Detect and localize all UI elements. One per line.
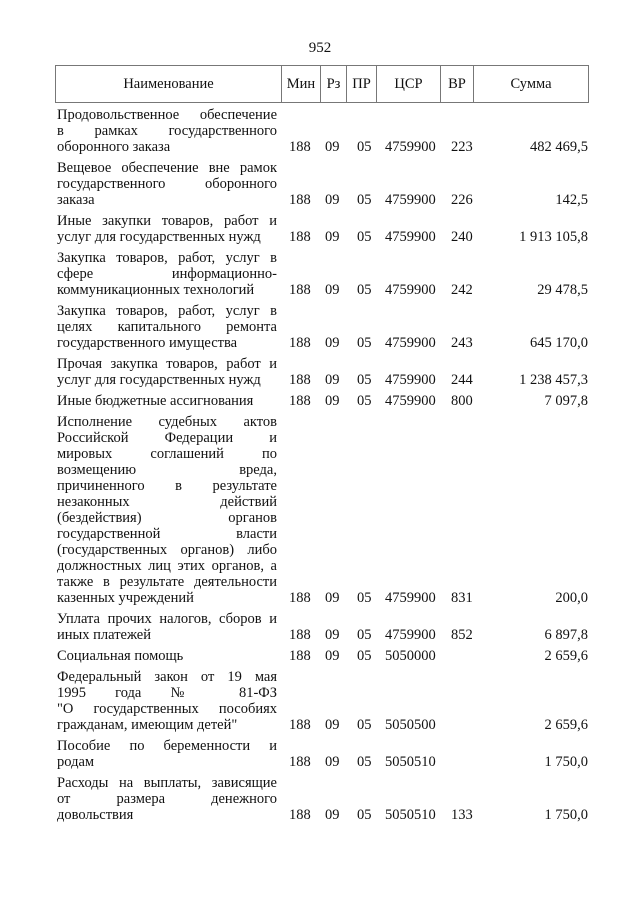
row-pr: 05 xyxy=(357,627,372,643)
row-name-line: государственного оборонного xyxy=(57,176,277,192)
row-min: 188 xyxy=(289,754,311,770)
row-name-line: услуг для государственных нужд xyxy=(57,229,261,245)
row-rz: 09 xyxy=(325,282,340,298)
row-min: 188 xyxy=(289,372,311,388)
header-sum: Сумма xyxy=(510,75,552,92)
row-sum: 142,5 xyxy=(555,192,588,208)
row-sum: 6 897,8 xyxy=(544,627,588,643)
row-name-line: Вещевое обеспечение вне рамок xyxy=(57,160,277,176)
row-name-line: Иные бюджетные ассигнования xyxy=(57,393,254,409)
row-min: 188 xyxy=(289,282,311,298)
row-min: 188 xyxy=(289,192,311,208)
row-name-line: целях капитального ремонта xyxy=(57,319,277,335)
row-pr: 05 xyxy=(357,335,372,351)
row-name xyxy=(57,250,277,298)
row-name-line: Пособие по беременности и xyxy=(57,738,277,754)
table-row xyxy=(57,669,590,733)
table-row xyxy=(57,303,590,351)
row-csr: 4759900 xyxy=(385,590,436,606)
row-rz: 09 xyxy=(325,139,340,155)
row-min: 188 xyxy=(289,717,311,733)
row-name-line: также в результате деятельности xyxy=(57,574,277,590)
row-name xyxy=(57,160,277,208)
row-sum: 2 659,6 xyxy=(544,648,588,664)
row-name-line: Продовольственное обеспечение xyxy=(57,107,277,123)
header-rz: Рз xyxy=(321,66,347,102)
row-csr: 4759900 xyxy=(385,282,436,298)
row-csr: 4759900 xyxy=(385,335,436,351)
row-name xyxy=(57,303,277,351)
row-sum: 2 659,6 xyxy=(544,717,588,733)
row-name-line: довольствия xyxy=(57,807,134,823)
row-name-line: (бездействия) органов xyxy=(57,510,277,526)
row-vr: 133 xyxy=(451,807,473,823)
row-rz: 09 xyxy=(325,229,340,245)
table-row xyxy=(57,648,590,664)
row-name-line: Расходы на выплаты, зависящие xyxy=(57,775,277,791)
row-rz: 09 xyxy=(325,372,340,388)
row-name-line: сфере информационно- xyxy=(57,266,277,282)
row-pr: 05 xyxy=(357,282,372,298)
row-csr: 5050510 xyxy=(385,807,436,823)
row-vr: 243 xyxy=(451,335,473,351)
row-name-line: иных платежей xyxy=(57,627,151,643)
row-name-line: Закупка товаров, работ, услуг в xyxy=(57,250,277,266)
row-sum: 482 469,5 xyxy=(530,139,588,155)
table-body xyxy=(57,107,590,828)
row-sum: 1 913 105,8 xyxy=(519,229,588,245)
row-csr: 4759900 xyxy=(385,627,436,643)
row-rz: 09 xyxy=(325,393,340,409)
row-pr: 05 xyxy=(357,192,372,208)
row-csr: 4759900 xyxy=(385,192,436,208)
row-rz: 09 xyxy=(325,754,340,770)
row-name-line: оборонного заказа xyxy=(57,139,171,155)
row-name-line: от размера денежного xyxy=(57,791,277,807)
header-pr: ПР xyxy=(347,66,377,102)
row-min: 188 xyxy=(289,335,311,351)
header-vr: ВР xyxy=(441,66,474,102)
row-min: 188 xyxy=(289,807,311,823)
table-row xyxy=(57,775,590,823)
row-sum: 29 478,5 xyxy=(537,282,588,298)
page-number: 952 xyxy=(308,40,332,56)
row-name-line: услуг для государственных нужд xyxy=(57,372,261,388)
row-name-line: Исполнение судебных актов xyxy=(57,414,277,430)
row-pr: 05 xyxy=(357,372,372,388)
row-name xyxy=(57,393,277,409)
row-vr: 240 xyxy=(451,229,473,245)
row-name-line: возмещению вреда, xyxy=(57,462,277,478)
row-name-line: государственного имущества xyxy=(57,335,238,351)
row-pr: 05 xyxy=(357,139,372,155)
row-rz: 09 xyxy=(325,627,340,643)
table-row xyxy=(57,160,590,208)
row-name-line: Иные закупки товаров, работ и xyxy=(57,213,277,229)
row-sum: 200,0 xyxy=(555,590,588,606)
row-name xyxy=(57,611,277,643)
row-csr: 5050500 xyxy=(385,717,436,733)
row-pr: 05 xyxy=(357,807,372,823)
row-name-line: мировых соглашений по xyxy=(57,446,277,462)
row-vr: 223 xyxy=(451,139,473,155)
row-pr: 05 xyxy=(357,590,372,606)
row-name-line: Социальная помощь xyxy=(57,648,184,664)
row-rz: 09 xyxy=(325,590,340,606)
table-row xyxy=(57,738,590,770)
row-rz: 09 xyxy=(325,717,340,733)
row-name-line: Федеральный закон от 19 мая xyxy=(57,669,277,685)
row-name-line: родам xyxy=(57,754,95,770)
row-csr: 4759900 xyxy=(385,139,436,155)
row-name-line: должностных лиц этих органов, а xyxy=(57,558,277,574)
row-vr: 226 xyxy=(451,192,473,208)
row-pr: 05 xyxy=(357,229,372,245)
table-row xyxy=(57,611,590,643)
row-name-line: государственной власти xyxy=(57,526,277,542)
row-pr: 05 xyxy=(357,754,372,770)
row-min: 188 xyxy=(289,648,311,664)
row-vr: 242 xyxy=(451,282,473,298)
row-name xyxy=(57,775,277,823)
row-sum: 7 097,8 xyxy=(544,393,588,409)
row-pr: 05 xyxy=(357,648,372,664)
row-name-line: казенных учреждений xyxy=(57,590,194,606)
table-row xyxy=(57,250,590,298)
row-sum: 1 750,0 xyxy=(544,807,588,823)
row-name-line: Закупка товаров, работ, услуг в xyxy=(57,303,277,319)
row-name-line: незаконных действий xyxy=(57,494,277,510)
row-name-line: заказа xyxy=(57,192,95,208)
table-row xyxy=(57,213,590,245)
row-sum: 1 750,0 xyxy=(544,754,588,770)
row-csr: 5050000 xyxy=(385,648,436,664)
row-min: 188 xyxy=(289,229,311,245)
row-csr: 4759900 xyxy=(385,372,436,388)
table-row xyxy=(57,107,590,155)
row-csr: 4759900 xyxy=(385,229,436,245)
row-name xyxy=(57,669,277,733)
header-min: Мин xyxy=(282,66,321,102)
row-csr: 4759900 xyxy=(385,393,436,409)
header-name: Наименование xyxy=(56,66,282,102)
row-name-line: Уплата прочих налогов, сборов и xyxy=(57,611,277,627)
row-vr: 852 xyxy=(451,627,473,643)
row-name-line: "О государственных пособиях xyxy=(57,701,277,717)
row-pr: 05 xyxy=(357,393,372,409)
row-vr: 831 xyxy=(451,590,473,606)
row-name-line: 1995 года № 81-ФЗ xyxy=(57,685,277,701)
row-min: 188 xyxy=(289,627,311,643)
row-name-line: (государственных органов) либо xyxy=(57,542,277,558)
table-header xyxy=(55,65,589,103)
row-vr: 244 xyxy=(451,372,473,388)
row-name xyxy=(57,414,277,606)
row-sum: 1 238 457,3 xyxy=(519,372,588,388)
row-name-line: Прочая закупка товаров, работ и xyxy=(57,356,277,372)
table-row xyxy=(57,414,590,606)
row-name-line: причиненного в результате xyxy=(57,478,277,494)
row-vr: 800 xyxy=(451,393,473,409)
row-min: 188 xyxy=(289,590,311,606)
row-pr: 05 xyxy=(357,717,372,733)
row-name xyxy=(57,107,277,155)
row-name-line: гражданам, имеющим детей" xyxy=(57,717,238,733)
row-name xyxy=(57,213,277,245)
row-rz: 09 xyxy=(325,335,340,351)
header-csr: ЦСР xyxy=(377,66,441,102)
row-sum: 645 170,0 xyxy=(530,335,588,351)
table-row xyxy=(57,356,590,388)
row-name xyxy=(57,648,277,664)
row-min: 188 xyxy=(289,139,311,155)
row-name xyxy=(57,356,277,388)
row-name-line: Российской Федерации и xyxy=(57,430,277,446)
row-name-line: в рамках государственного xyxy=(57,123,277,139)
row-rz: 09 xyxy=(325,807,340,823)
row-rz: 09 xyxy=(325,192,340,208)
row-rz: 09 xyxy=(325,648,340,664)
row-csr: 5050510 xyxy=(385,754,436,770)
row-min: 188 xyxy=(289,393,311,409)
row-name xyxy=(57,738,277,770)
row-name-line: коммуникационных технологий xyxy=(57,282,255,298)
table-row xyxy=(57,393,590,409)
